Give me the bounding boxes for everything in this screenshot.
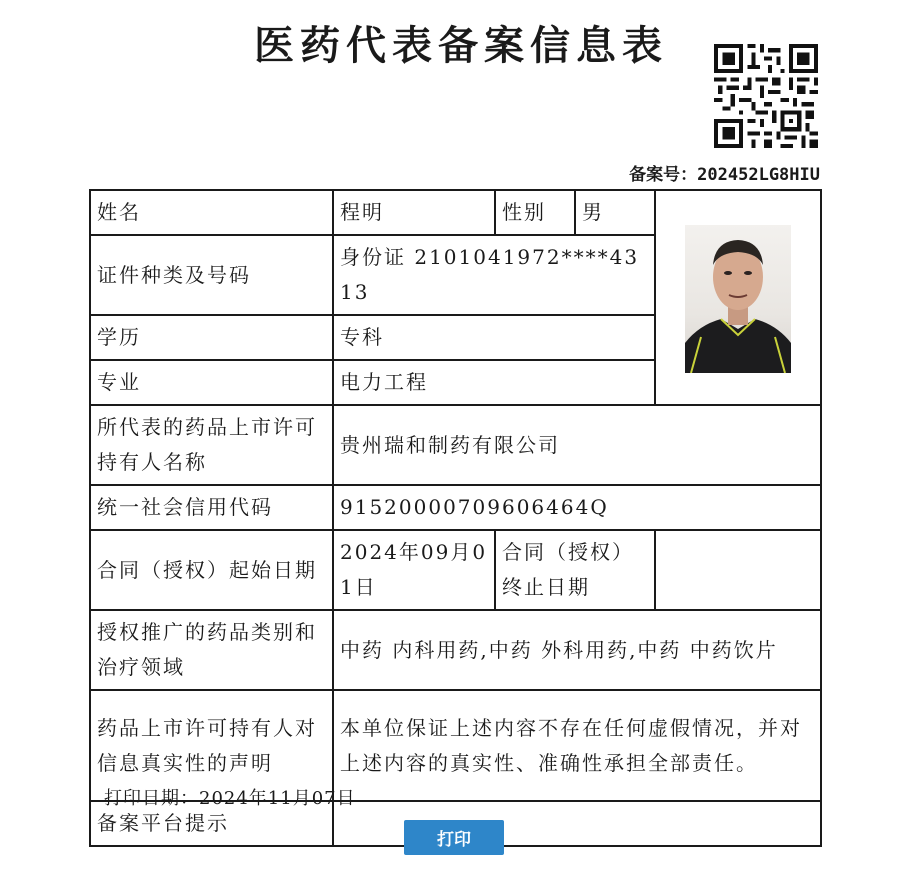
gender-label: 性别 <box>495 190 575 235</box>
credit-code-label: 统一社会信用代码 <box>90 485 333 530</box>
record-number-value: 202452LG8HIU <box>697 165 820 185</box>
record-number-label: 备案号： <box>629 165 698 185</box>
credit-code-value: 91520000709606464Q <box>333 485 821 530</box>
statement-value: 本单位保证上述内容不存在任何虚假情况，并对上述内容的真实性、准确性承担全部责任。 <box>333 690 821 801</box>
start-date-label: 合同（授权）起始日期 <box>90 530 333 610</box>
end-date-label: 合同（授权）终止日期 <box>495 530 655 610</box>
print-date: 打印日期：2024年11月07日 <box>104 788 356 809</box>
education-value: 专科 <box>333 315 655 360</box>
start-date-value: 2024年09月01日 <box>333 530 495 610</box>
end-date-value <box>655 530 821 610</box>
person-photo <box>685 225 791 373</box>
holder-label: 所代表的药品上市许可持有人名称 <box>90 405 333 485</box>
gender-value: 男 <box>575 190 655 235</box>
photo-cell <box>655 190 821 405</box>
record-number <box>629 160 820 185</box>
qr-code-icon <box>714 44 818 148</box>
major-label: 专业 <box>90 360 333 405</box>
holder-value: 贵州瑞和制药有限公司 <box>333 405 821 485</box>
statement-label: 药品上市许可持有人对信息真实性的声明 <box>90 690 333 801</box>
platform-tip-label: 备案平台提示 <box>90 801 333 846</box>
major-value: 电力工程 <box>333 360 655 405</box>
name-label: 姓名 <box>90 190 333 235</box>
page-title: 医药代表备案信息表 <box>254 22 668 69</box>
info-table <box>89 189 822 847</box>
education-label: 学历 <box>90 315 333 360</box>
id-value: 身份证 2101041972****4313 <box>333 235 655 315</box>
name-value: 程明 <box>333 190 495 235</box>
print-button[interactable]: 打印 <box>404 820 504 855</box>
scope-label: 授权推广的药品类别和治疗领域 <box>90 610 333 690</box>
scope-value: 中药 内科用药,中药 外科用药,中药 中药饮片 <box>333 610 821 690</box>
id-label: 证件种类及号码 <box>90 235 333 315</box>
